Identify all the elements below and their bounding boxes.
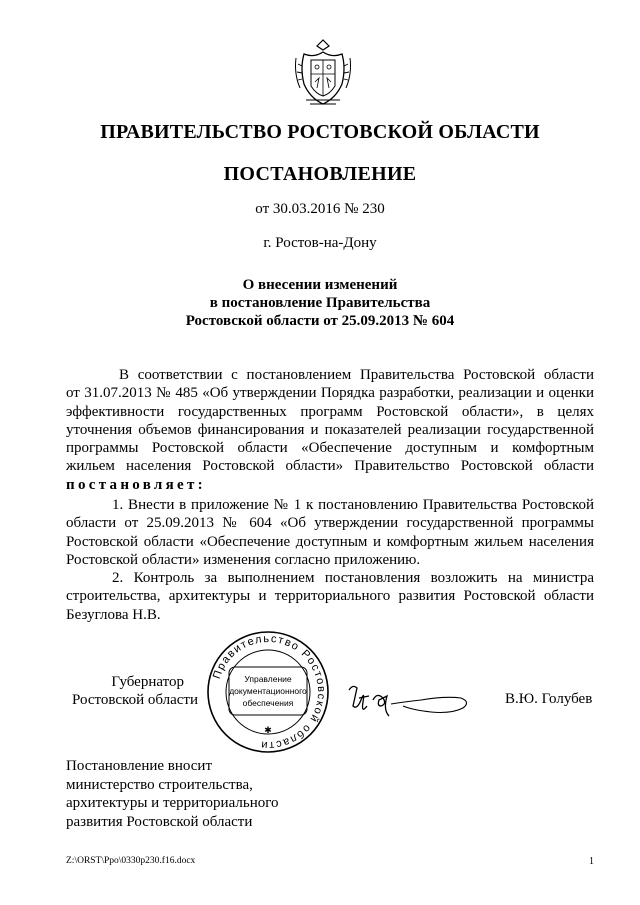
signatory-title-line: Ростовской области xyxy=(72,692,198,708)
signatory-title xyxy=(70,673,198,709)
signatory-name: В.Ю. Голубев xyxy=(505,691,593,707)
subject-line: О внесении изменений xyxy=(242,277,398,293)
document-type: ПОСТАНОВЛЕНИЕ xyxy=(223,163,417,185)
note-line: развития Ростовской области xyxy=(66,813,253,830)
preamble-line: от 31.07.2013 № 485 «Об утверждении Порядка разработки, реализации и оценки xyxy=(66,385,594,402)
document-city: г. Ростов-на-Дону xyxy=(263,235,377,251)
subject-line: Ростовской области от 25.09.2013 № 604 xyxy=(185,313,455,329)
document-subject xyxy=(0,276,640,330)
preamble-line: жильем населения Ростовской области» Правительство Ростовской области xyxy=(66,458,594,475)
stamp-star-icon: ✱ xyxy=(264,725,272,735)
page-number: 1 xyxy=(589,856,594,867)
resolves-word: постановляет: xyxy=(66,476,206,493)
resolution-item-1: 1. Внести в приложение № 1 к постановлению Правительства Ростовской области от 25.09.2013 № 604 «Об утверждении государственной программы Ростовской области «Обеспечение доступным и комфортным жильем населения Ростовской области» изменения согласно приложению. xyxy=(66,497,594,568)
preamble-line: программы Ростовской области «Обеспечение доступным и комфортным xyxy=(66,440,594,457)
submitted-by-note xyxy=(66,757,279,831)
preamble-line: уточнения объемов финансирования и показателей реализации государственной xyxy=(66,421,594,438)
document-date-number: от 30.03.2016 № 230 xyxy=(255,201,385,217)
resolution-items xyxy=(66,496,594,624)
note-line: Постановление вносит xyxy=(66,758,213,774)
note-line: министерство строительства, xyxy=(66,776,253,793)
stamp-inner-line: документационного xyxy=(229,686,307,696)
coat-of-arms-icon xyxy=(292,38,354,108)
handwritten-signature-icon xyxy=(343,676,473,722)
note-line: архитектуры и территориального xyxy=(66,795,279,811)
file-path-footer: Z:\ORST\Ppo\0330p230.f16.docx xyxy=(66,856,196,866)
signatory-title-line: Губернатор xyxy=(111,674,184,690)
stamp-outer-text: Правительство Ростовской области xyxy=(210,632,328,752)
government-title: ПРАВИТЕЛЬСТВО РОСТОВСКОЙ ОБЛАСТИ xyxy=(100,121,540,143)
resolution-item-2: 2. Контроль за выполнением постановления возложить на министра строительства, архитектуры и территориального развития Ростовской области Безуглова Н.В. xyxy=(66,570,594,623)
stamp-inner-line: Управление xyxy=(244,674,292,684)
preamble-paragraph xyxy=(66,366,594,494)
official-stamp-icon xyxy=(205,629,331,755)
preamble-line: В соответствии с постановлением Правительства Ростовской области xyxy=(119,367,594,383)
subject-line: в постановление Правительства xyxy=(209,295,431,311)
preamble-line: эффективности государственных программ Ростовской области», в целях xyxy=(66,403,594,420)
stamp-inner-line: обеспечения xyxy=(242,698,294,708)
